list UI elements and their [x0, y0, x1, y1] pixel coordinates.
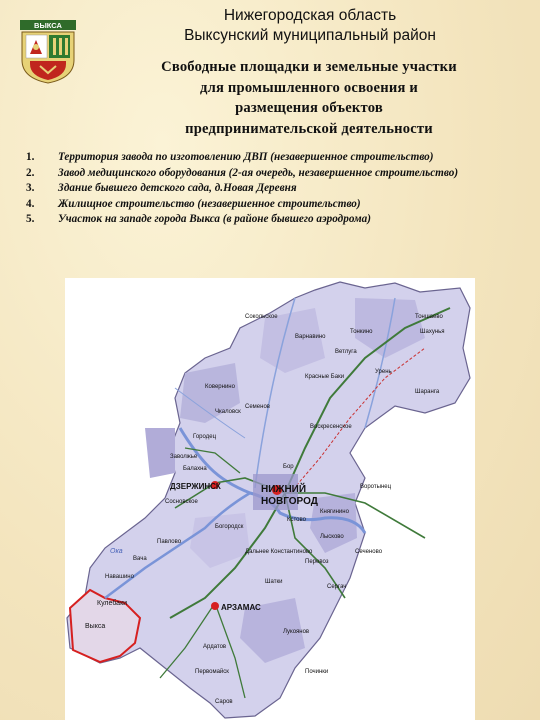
item-text: Завод медицинского оборудования (2-ая очередь, незавершенное строительство): [58, 166, 459, 179]
item-number: 5.: [26, 213, 35, 226]
city-label-sechenovo: Сеченово: [355, 549, 383, 555]
region-map-svg: [65, 278, 475, 720]
city-label-balakhna: Балахна: [183, 466, 207, 472]
subtitle-line: предпринимательской деятельности: [185, 120, 433, 137]
city-label-lukoyanov: Лукоянов: [283, 629, 310, 635]
city-label-sosnovskoe: Сосновское: [165, 499, 198, 505]
city-label-bogorodsk: Богородск: [215, 524, 244, 530]
city-label-vacha: Вача: [133, 556, 147, 562]
city-label-kstovo: Кстово: [287, 517, 306, 523]
city-label-varnavino: Варнавино: [295, 334, 326, 340]
city-label-pavlovo: Павлово: [157, 539, 182, 545]
city-label-shakhunya: Шахунья: [420, 329, 445, 335]
list-item: [26, 181, 526, 197]
item-number: 4.: [26, 197, 35, 210]
city-label-kovernino: Ковернино: [205, 384, 235, 390]
list-item: [26, 212, 526, 228]
vyksa-coat-of-arms: [18, 20, 78, 84]
city-label-vyksa: Выкса: [85, 623, 106, 630]
city-label-navashino: Навашино: [105, 574, 134, 580]
list-item: [26, 166, 526, 182]
city-label-tonkino: Тонкино: [350, 329, 373, 335]
header: [90, 6, 530, 46]
item-text: Участок на западе города Выкса (в районе бывшего аэродрома): [58, 213, 371, 226]
city-marker-arzamas: [211, 602, 219, 610]
city-label-knyaginino: Княгинино: [320, 509, 349, 515]
region-title: Нижегородская область: [223, 7, 397, 24]
city-label-uren: Урень: [375, 369, 392, 375]
city-label-arzamas: АРЗАМАС: [221, 603, 261, 612]
river-label-oka: Ока: [110, 548, 123, 555]
region-map: [65, 278, 475, 720]
city-label-bor: Бор: [283, 464, 294, 470]
project-list: [26, 150, 526, 228]
city-label-lyskovo: Лысково: [320, 534, 344, 540]
subtitle-line: размещения объектов: [235, 100, 383, 116]
city-label-voskresenskoe: Воскресенское: [310, 424, 352, 430]
city-label-vorotynets: Воротынец: [360, 484, 392, 490]
list-item: [26, 197, 526, 213]
city-label-sharanga: Шаранга: [415, 389, 440, 395]
item-number: 1.: [26, 151, 35, 163]
crest-text: ВЫКСА: [34, 21, 62, 30]
city-label-nn: НОВГОРОД: [261, 496, 318, 507]
city-label-pochinki: Починки: [305, 669, 329, 675]
item-text: Здание бывшего детского сада, д.Новая Деревня: [58, 182, 297, 195]
item-text: Жилищное строительство (незавершенное строительство): [58, 197, 361, 210]
city-label-perevoz: Перевоз: [305, 559, 329, 565]
document-subtitle: [90, 57, 528, 139]
city-label-ardatov: Ардатов: [203, 644, 227, 650]
city-label-sarov: Саров: [215, 699, 233, 705]
list-item: [26, 150, 526, 166]
city-label-nn: НИЖНИЙ: [261, 484, 307, 495]
district-patch: [145, 428, 175, 478]
city-label-vetluga: Ветлуга: [335, 349, 357, 355]
district-title: Выксунский муниципальный район: [184, 27, 436, 44]
subtitle-line: для промышленного освоения и: [200, 79, 418, 96]
city-label-shatki: Шатки: [265, 579, 283, 585]
city-label-sergach: Сергач: [327, 584, 347, 590]
city-label-dalnee-konstantinovo: Дальнее Константиново: [245, 549, 313, 555]
item-number: 3.: [26, 182, 35, 195]
subtitle-line: Свободные площадки и земельные участки: [161, 59, 457, 75]
city-label-chkalovsk: Чкаловск: [215, 409, 241, 415]
city-label-zavolzhe: Заволжье: [170, 454, 198, 460]
city-label-kulebaki: Кулебаки: [97, 600, 128, 607]
city-label-sokolskoe: Сокольское: [245, 314, 278, 320]
city-label-dzerzhinsk: ДЗЕРЖИНСК: [170, 482, 221, 491]
city-label-pervomaysk: Первомайск: [195, 669, 229, 675]
item-text: Территория завода по изготовлению ДВП (незавершенное строительство): [58, 151, 434, 163]
city-label-semenov: Семенов: [245, 404, 270, 410]
city-label-gorodets: Городец: [193, 434, 217, 440]
item-number: 2.: [26, 166, 35, 179]
city-label-krasnye-baki: Красные Баки: [305, 374, 345, 380]
city-label-tonshaevo: Тоншаево: [415, 314, 443, 320]
